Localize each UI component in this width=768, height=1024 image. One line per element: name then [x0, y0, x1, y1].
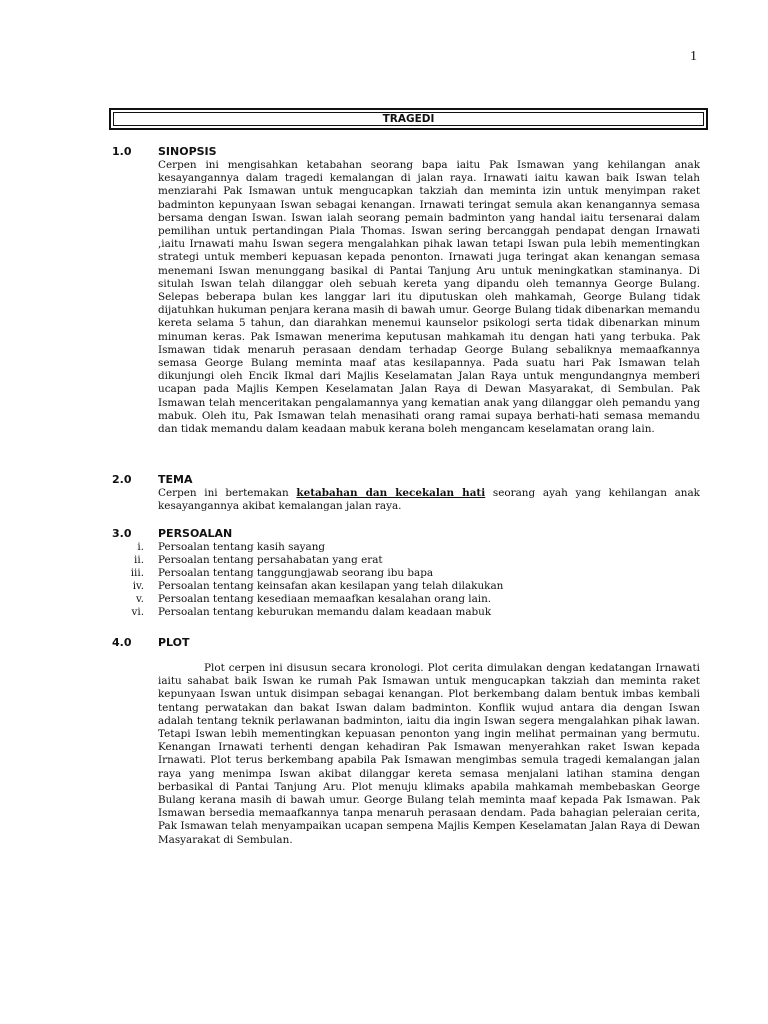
tema-text-after: seorang ayah yang kehilangan anak kesayangannya akibat kemalangan jalan raya.	[158, 487, 700, 513]
persoalan-list	[112, 541, 702, 619]
section-title: SINOPSIS	[158, 145, 217, 158]
list-marker: vi.	[131, 606, 144, 618]
section-number: 1.0	[112, 145, 132, 158]
section-heading	[112, 473, 702, 487]
list-item	[112, 541, 702, 554]
page-number: 1	[690, 49, 697, 64]
section-sinopsis	[112, 145, 702, 436]
section-plot	[112, 636, 702, 847]
section-number: 3.0	[112, 527, 132, 540]
section-title: PLOT	[158, 636, 190, 649]
list-marker: iv.	[132, 580, 144, 592]
section-number: 2.0	[112, 473, 132, 486]
section-persoalan	[112, 527, 702, 619]
tema-text	[158, 487, 700, 513]
tema-emphasis: ketabahan dan kecekalan hati	[296, 487, 486, 499]
list-item-text: Persoalan tentang keburukan memandu dalam keadaan mabuk	[158, 606, 492, 618]
section-heading	[112, 636, 702, 650]
section-number: 4.0	[112, 636, 132, 649]
list-marker: iii.	[130, 567, 144, 579]
list-item	[112, 554, 702, 567]
list-item	[112, 606, 702, 619]
sinopsis-text: Cerpen ini mengisahkan ketabahan seorang bapa iaitu Pak Ismawan yang kehilangan anak kesayangannya dalam tragedi kemalangan di jalan raya. Irnawati iaitu kawan baik Iswan telah menziarahi Pak Ismawan untuk mengucapkan takziah dan meminta izin untuk menyimpan raket badminton kepunyaan Iswan sebagai kenangan. Irnawati teringat semula akan kenangannya semasa bersama dengan Iswan. Iswan ialah seorang pemain badminton yang handal iaitu tersenarai dalam pemilihan untuk pertandingan Piala Thomas. Iswan sering bercanggah pendapat dengan Irnawati ,iaitu Irnawati mahu Iswan segera mengalahkan pihak lawan tetapi Iswan pula lebih mementingkan strategi untuk memberi kepuasan kepada penonton. Irnawati juga teringat akan kenangan semasa menemani Iswan menunggang basikal di Pantai Tanjung Aru untuk meningkatkan staminanya. Di situlah Iswan telah dilanggar oleh sebuah kereta yang dipandu oleh temannya George Bulang. Selepas beberapa bulan kes langgar lari itu diputuskan oleh mahkamah, George Bulang tidak dijatuhkan hukuman penjara kerana masih di bawah umur. George Bulang tidak dibenarkan memandu kereta selama 5 tahun, dan diarahkan menemui kaunselor psikologi serta tidak dibenarkan minum minuman keras. Pak Ismawan menerima keputusan mahkamah itu dengan hati yang terbuka. Pak Ismawan tidak menaruh perasaan dendam terhadap George Bulang sebaliknya memaafkannya semasa George Bulang meminta maaf atas kesilapannya. Pada suatu hari Pak Ismawan telah dikunjungi oleh Encik Ikmal dari Majlis Keselamatan Jalan Raya untuk mengundangnya memberi ucapan pada Majlis Kempen Keselamatan Jalan Raya di Dewan Masyarakat, di Sembulan. Pak Ismawan telah menceritakan pengalamannya yang kematian anak yang dilanggar oleh pemandu yang mabuk. Oleh itu, Pak Ismawan telah menasihati orang ramai supaya berhati-hati semasa memandu dan tidak memandu dalam keadaan mabuk kerana boleh mengancam keselamatan orang lain.	[158, 159, 701, 436]
list-item	[112, 593, 702, 606]
section-heading	[112, 145, 702, 159]
list-item	[112, 580, 702, 593]
list-item	[112, 567, 702, 580]
list-marker: ii.	[134, 554, 144, 566]
list-item-text: Persoalan tentang kasih sayang	[158, 541, 326, 553]
plot-text: Plot cerpen ini disusun secara kronologi. Plot cerita dimulakan dengan kedatangan Irnawati iaitu sahabat baik Iswan ke rumah Pak Ismawan untuk mengucapkan takziah dan meminta raket kepunyaan Iswan untuk disimpan sebagai kenangan. Plot berkembang dalam bentuk imbas kembali tentang perwatakan dan bakat Iswan dalam badminton. Konflik wujud antara dia dengan Iswan adalah tentang teknik perlawanan badminton, iaitu dia ingin Iswan segera mengalahkan pihak lawan. Tetapi Iswan lebih mementingkan kepuasan penonton yang ingin melihat permainan yang bermutu. Kenangan Irnawati terhenti dengan kehadiran Pak Ismawan menyerahkan raket Iswan kepada Irnawati. Plot terus berkembang apabila Pak Ismawan mengimbas semula tragedi kemalangan jalan raya yang menimpa Iswan akibat dilanggar kereta semasa menjalani latihan stamina dengan berbasikal di Pantai Tanjung Aru. Plot menuju klimaks apabila mahkamah membebaskan George Bulang kerana masih di bawah umur. George Bulang telah meminta maaf kepada Pak Ismawan. Pak Ismawan bersedia memaafkannya tanpa menaruh perasaan dendam. Pada bahagian peleraian cerita, Pak Ismawan telah menyampaikan ucapan sempena Majlis Kempen Keselamatan Jalan Raya di Dewan Masyarakat di Sembulan.	[158, 662, 700, 846]
section-title: TEMA	[158, 473, 193, 486]
section-title: PERSOALAN	[158, 527, 233, 540]
list-item-text: Persoalan tentang kesediaan memaafkan kesalahan orang lain.	[158, 593, 492, 605]
section-tema	[112, 473, 702, 513]
section-heading	[112, 527, 702, 541]
list-item-text: Persoalan tentang persahabatan yang erat	[158, 554, 383, 566]
list-marker: v.	[136, 593, 144, 605]
list-marker: i.	[137, 541, 144, 553]
document-title: TRAGEDI	[113, 112, 704, 126]
list-item-text: Persoalan tentang tanggungjawab seorang ibu bapa	[158, 567, 434, 579]
tema-text-before: Cerpen ini bertemakan	[158, 487, 297, 499]
list-item-text: Persoalan tentang keinsafan akan kesilapan yang telah dilakukan	[158, 580, 504, 592]
title-box	[109, 108, 708, 130]
